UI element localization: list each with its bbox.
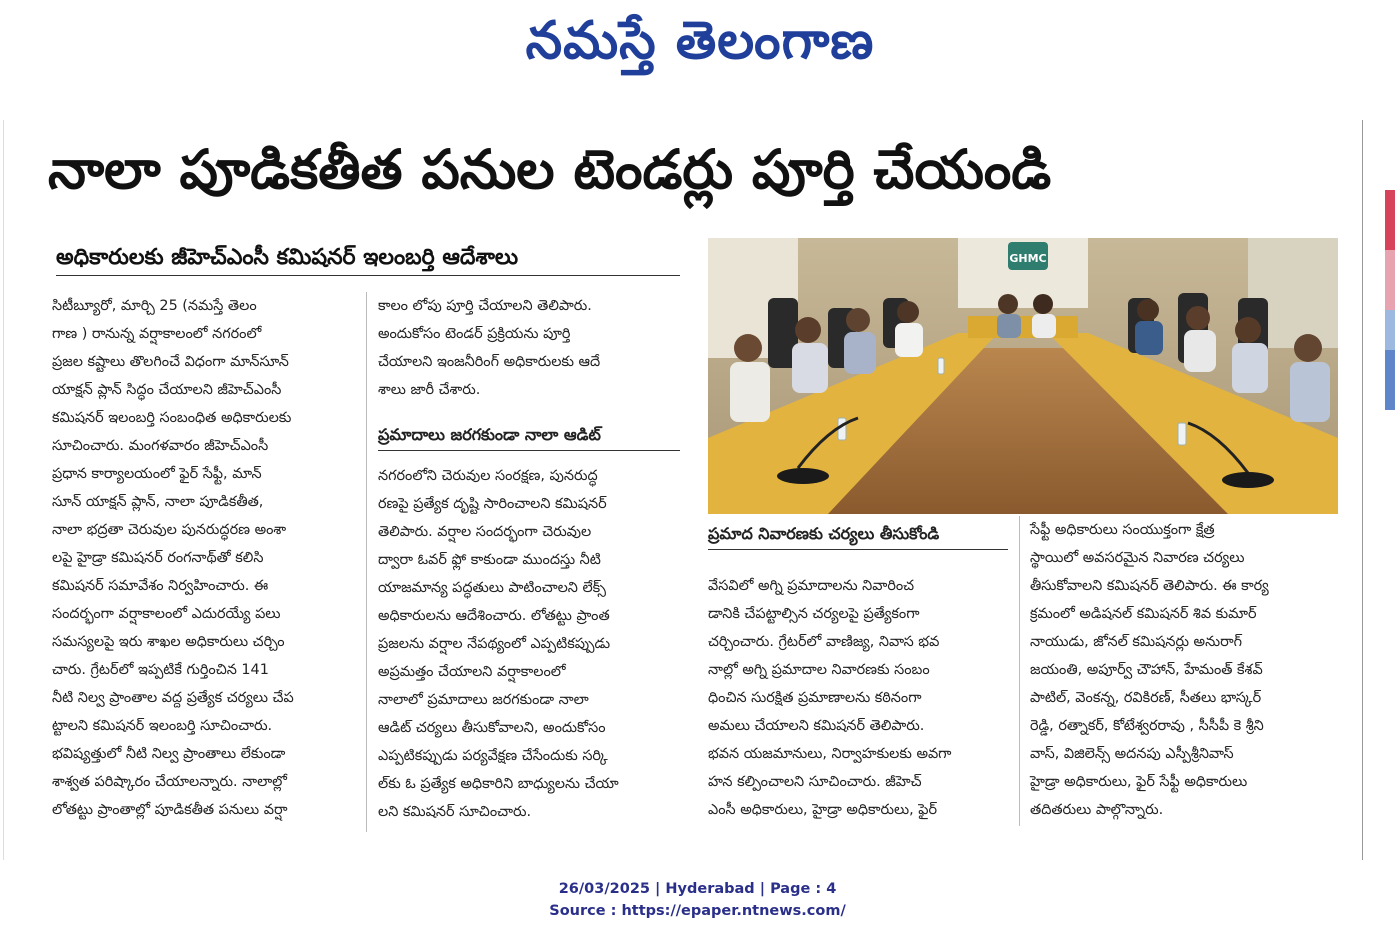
article-text-line: సూచించారు. మంగళవారం జీహెచ్‌ఎంసీ: [52, 438, 269, 454]
article-text-line: తదితరులు పాల్గొన్నారు.: [1030, 802, 1164, 818]
article-text-line: భవిష్యత్తులో నీటి నిల్వ ప్రాంతాలు లేకుండా: [52, 746, 286, 762]
article-column-2-top: [378, 292, 680, 404]
ghmc-sign: GHMC: [1009, 252, 1047, 265]
article-text-line: అందుకోసం టెండర్ ప్రక్రియను పూర్తి: [378, 326, 571, 342]
article-text-line: ఆడిట్ చర్యలు తీసుకోవాలని, అందుకోసం: [378, 720, 606, 736]
article-text-line: స్థాయిలో అవసరమైన నివారణ చర్యలు: [1030, 550, 1245, 566]
adjacent-page-edge: [1385, 190, 1395, 420]
article-text-line: శాలు జారీ చేశారు.: [378, 382, 481, 398]
article-text-line: నీటి నిల్వ ప్రాంతాల వద్ద ప్రత్యేక చర్యలు చేప: [52, 690, 294, 706]
article-text-line: ట్టాలని కమిషనర్ ఇలంబర్తి సూచించారు.: [52, 718, 273, 734]
article-text-line: ఎంసీ అధికారులు, హైడ్రా అధికారులు, ఫైర్: [708, 802, 938, 818]
article-text-line: ల్‌కు ఓ ప్రత్యేక అధికారిని బాధ్యులను చేయా: [378, 776, 619, 792]
article-text-line: క్రమంలో అడిషనల్ కమిషనర్ శివ కుమార్: [1030, 606, 1257, 622]
article-text-line: ఎప్పటికప్పుడు పర్యవేక్షణ చేసేందుకు సర్కి: [378, 748, 608, 764]
article-text-line: వాస్, విజిలెన్స్ అదనపు ఎస్పీశ్రీనివాస్: [1030, 746, 1234, 762]
article-text-line: ప్రజలను వర్షాల నేపథ్యంలో ఎప్పటికప్పుడు: [378, 636, 611, 652]
column-divider: [1019, 516, 1020, 826]
article-text-line: లపై హైడ్రా కమిషనర్ రంగనాథ్‌తో కలిసి: [52, 550, 264, 566]
article-text-line: రెడ్డి, రత్నాకర్, కోటేశ్వరరావు , సీసీపీ కె శ్రీని: [1030, 718, 1264, 734]
masthead-logo: నమస్తే తెలంగాణ: [525, 11, 875, 71]
article-text-line: సందర్భంగా వర్షాకాలంలో ఎదురయ్యే పలు: [52, 606, 281, 622]
article-text-line: పాటిల్, వెంకన్న, రవికిరణ్, సీతలు భాస్కర్: [1030, 690, 1262, 706]
article-text-line: నాయుడు, జోనల్ కమిషనర్లు అనురాగ్: [1030, 634, 1243, 650]
meeting-photo: [708, 238, 1338, 514]
article-text-line: ద్వారా ఓవర్ ఫ్లో కాకుండా ముందస్తు నీటి: [378, 552, 601, 568]
footer: [0, 878, 1395, 928]
article-text-line: చేయాలని ఇంజనీరింగ్ అధికారులకు ఆదే: [378, 354, 601, 370]
article-text-line: వేసవిలో అగ్ని ప్రమాదాలను నివారించ: [708, 578, 915, 594]
article-2-column-2: [1030, 516, 1340, 824]
article-text-line: ధించిన సురక్షిత ప్రమాణాలను కఠినంగా: [708, 690, 922, 706]
subheadline: అధికారులకు జీహెచ్‌ఎంసీ కమిషనర్ ఇలంబర్తి ఆదేశాలు: [56, 240, 680, 276]
article-text-line: గాణ ) రానున్న వర్షాకాలంలో నగరంలో: [52, 326, 262, 342]
article-text-line: తెలిపారు. వర్షాల సందర్భంగా చెరువుల: [378, 524, 592, 540]
crosshead: ప్రమాదాలు జరగకుండా నాలా ఆడిట్: [378, 420, 680, 451]
meeting-photo-illustration: [708, 238, 1338, 514]
article-text-line: ప్రధాన కార్యాలయంలో ఫైర్ సేఫ్టీ, మాన్: [52, 466, 262, 482]
headline: నాలా పూడికతీత పనుల టెండర్లు పూర్తి చేయండి: [48, 138, 1052, 201]
footer-source-line: Source : https://epaper.ntnews.com/: [549, 903, 846, 919]
article-text-line: కాలం లోపు పూర్తి చేయాలని తెలిపారు.: [378, 298, 592, 314]
article-text-line: సేఫ్టీ అధికారులు సంయుక్తంగా క్షేత్ర: [1030, 522, 1215, 538]
article-text-line: కమిషనర్ సమావేశం నిర్వహించారు. ఈ: [52, 578, 269, 594]
article-text-line: సమస్యలపై ఇరు శాఖల అధికారులు చర్చిం: [52, 634, 285, 650]
article-column-1: [52, 292, 354, 824]
article-text-line: సిటీబ్యూరో, మార్చి 25 (నమస్తే తెలం: [52, 298, 257, 314]
article-text-line: చర్చించారు. గ్రేటర్‌లో వాణిజ్య, నివాస భవ: [708, 634, 940, 650]
article-text-line: హైడ్రా అధికారులు, ఫైర్ సేఫ్టీ అధికారులు: [1030, 774, 1248, 790]
article-text-line: తీసుకోవాలని కమిషనర్ తెలిపారు. ఈ కార్య: [1030, 578, 1269, 594]
article-text-line: లని కమిషనర్ సూచించారు.: [378, 804, 532, 820]
article-text-line: నగరంలోని చెరువుల సంరక్షణ, పునరుద్ధ: [378, 468, 598, 484]
article-text-line: హన కల్పించాలని సూచించారు. జీహెచ్: [708, 774, 922, 790]
article-text-line: యాజమాన్య పద్ధతులు పాటించాలని లేక్స్: [378, 580, 607, 596]
article-text-line: ప్రజల కష్టాలు తొలగించే విధంగా మాన్‌సూన్: [52, 354, 289, 370]
article-text-line: కమిషనర్ ఇలంబర్తి సంబంధిత అధికారులకు: [52, 410, 292, 426]
page-right-rule: [1362, 120, 1363, 860]
article-text-line: డానికి చేపట్టాల్సిన చర్యలపై ప్రత్యేకంగా: [708, 606, 920, 622]
article-text-line: చారు. గ్రేటర్‌లో ఇప్పటికే గుర్తించిన 141: [52, 662, 269, 678]
article-text-line: జయంతి, అపూర్వ్ చౌహాన్, హేమంత్ కేశవ్: [1030, 662, 1263, 678]
article-text-line: నాలా భద్రతా చెరువుల పునరుద్ధరణ అంశా: [52, 522, 287, 538]
article-text-line: అమలు చేయాలని కమిషనర్ తెలిపారు.: [708, 718, 925, 734]
article-column-2-bottom: [378, 462, 680, 826]
article-text-line: లోతట్టు ప్రాంతాల్లో పూడికతీత పనులు వర్షా: [52, 802, 288, 818]
page-left-edge: [3, 120, 4, 860]
article-text-line: నాల్లో అగ్ని ప్రమాదాల నివారణకు సంబం: [708, 662, 930, 678]
article-text-line: రణపై ప్రత్యేక దృష్టి సారించాలని కమిషనర్: [378, 496, 607, 512]
article-text-line: సూన్ యాక్షన్ ప్లాన్, నాలా పూడికతీత,: [52, 494, 264, 510]
column-divider: [366, 292, 367, 832]
article-text-line: నాలాలో ప్రమాదాలు జరగకుండా నాలా: [378, 692, 589, 708]
article-text-line: అప్రమత్తం చేయాలని వర్షాకాలంలో: [378, 664, 566, 680]
footer-date-line: 26/03/2025 | Hyderabad | Page : 4: [558, 881, 837, 897]
article-text-line: శాశ్వత పరిష్కారం చేయాలన్నారు. నాలాల్లో: [52, 774, 287, 790]
article-text-line: యాక్షన్ ప్లాన్ సిద్ధం చేయాలని జీహెచ్‌ఎంసీ: [52, 382, 282, 398]
article-text-line: అధికారులను ఆదేశించారు. లోతట్టు ప్రాంత: [378, 608, 610, 624]
article-2-column-1: [708, 572, 1010, 824]
article-text-line: భవన యజమానులు, నిర్వాహకులకు అవగా: [708, 746, 952, 762]
photo-caption: ప్రమాద నివారణకు చర్యలు తీసుకోండి: [708, 518, 1008, 550]
